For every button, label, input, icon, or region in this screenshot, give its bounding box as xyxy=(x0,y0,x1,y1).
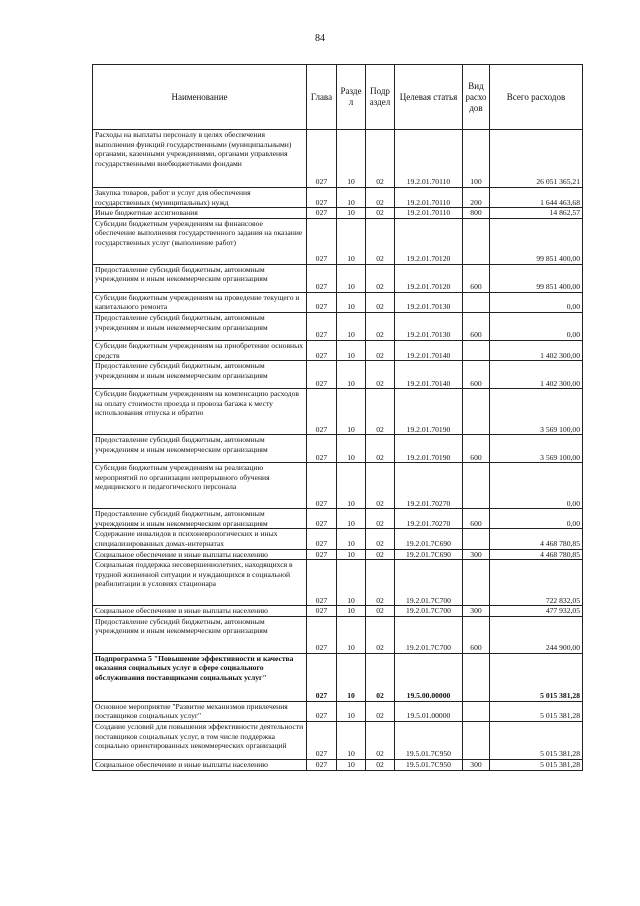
cell-razdel: 10 xyxy=(337,606,366,617)
table-row xyxy=(93,435,583,463)
cell-podrazdel: 02 xyxy=(366,208,395,219)
cell-razdel: 10 xyxy=(337,340,366,360)
header-total: Всего расходов xyxy=(490,65,583,130)
table-row xyxy=(93,340,583,360)
cell-name: Предоставление субсидий бюджетным, автономным учреждениям и иным некоммерческим организациям xyxy=(93,361,307,389)
cell-glava: 027 xyxy=(307,549,337,560)
cell-total: 1 402 300,00 xyxy=(490,340,583,360)
table-row xyxy=(93,606,583,617)
table-row xyxy=(93,312,583,340)
cell-total: 0,00 xyxy=(490,312,583,340)
cell-glava: 027 xyxy=(307,653,337,701)
header-razdel: Разде л xyxy=(337,65,366,130)
cell-total: 1 644 463,68 xyxy=(490,188,583,208)
table-header-row xyxy=(93,65,583,130)
cell-podrazdel: 02 xyxy=(366,188,395,208)
table-row xyxy=(93,721,583,759)
table-row xyxy=(93,509,583,529)
cell-target: 19.2.01.70110 xyxy=(395,188,463,208)
cell-vid: 100 xyxy=(463,130,490,188)
cell-name: Социальное обеспечение и иные выплаты населению xyxy=(93,549,307,560)
cell-total: 5 015 381,28 xyxy=(490,653,583,701)
cell-name: Субсидии бюджетным учреждениям на реализацию мероприятий по организации непрерывного обучения медицинского и педагогического персонала xyxy=(93,463,307,509)
cell-total: 26 051 365,21 xyxy=(490,130,583,188)
cell-vid: 600 xyxy=(463,264,490,292)
table-row xyxy=(93,130,583,188)
cell-target: 19.2.01.70120 xyxy=(395,218,463,264)
cell-glava: 027 xyxy=(307,721,337,759)
cell-glava: 027 xyxy=(307,340,337,360)
cell-podrazdel: 02 xyxy=(366,529,395,549)
cell-target: 19.2.01.70130 xyxy=(395,312,463,340)
cell-glava: 027 xyxy=(307,560,337,606)
cell-podrazdel: 02 xyxy=(366,130,395,188)
cell-glava: 027 xyxy=(307,616,337,653)
cell-vid: 200 xyxy=(463,188,490,208)
cell-total: 99 851 400,00 xyxy=(490,218,583,264)
cell-vid xyxy=(463,463,490,509)
cell-vid: 300 xyxy=(463,759,490,770)
cell-total: 0,00 xyxy=(490,509,583,529)
cell-podrazdel: 02 xyxy=(366,759,395,770)
cell-vid: 300 xyxy=(463,606,490,617)
cell-name: Расходы на выплаты персоналу в целях обеспечения выполнения функций государственными (муниципальными) органами, казенными учреждениями, органами управления государственными внебюджетными фондами xyxy=(93,130,307,188)
cell-total: 4 468 780,85 xyxy=(490,549,583,560)
cell-glava: 027 xyxy=(307,292,337,312)
cell-razdel: 10 xyxy=(337,529,366,549)
cell-target: 19.2.01.70270 xyxy=(395,463,463,509)
cell-vid xyxy=(463,340,490,360)
cell-glava: 027 xyxy=(307,264,337,292)
cell-name: Социальное обеспечение и иные выплаты населению xyxy=(93,606,307,617)
table-row xyxy=(93,292,583,312)
cell-razdel: 10 xyxy=(337,389,366,435)
cell-vid xyxy=(463,701,490,721)
cell-name: Создание условий для повышения эффективности деятельности поставщиков социальных услуг, в том числе поддержка социально ориентированных некоммерческих организаций xyxy=(93,721,307,759)
header-glava: Глава xyxy=(307,65,337,130)
cell-podrazdel: 02 xyxy=(366,435,395,463)
cell-target: 19.2.01.70130 xyxy=(395,292,463,312)
cell-razdel: 10 xyxy=(337,509,366,529)
cell-podrazdel: 02 xyxy=(366,509,395,529)
cell-target: 19.2.01.70190 xyxy=(395,389,463,435)
cell-target: 19.2.01.70110 xyxy=(395,130,463,188)
cell-total: 3 569 100,00 xyxy=(490,435,583,463)
cell-podrazdel: 02 xyxy=(366,560,395,606)
cell-razdel: 10 xyxy=(337,560,366,606)
cell-razdel: 10 xyxy=(337,218,366,264)
cell-podrazdel: 02 xyxy=(366,312,395,340)
cell-total: 5 015 381,28 xyxy=(490,759,583,770)
cell-vid: 600 xyxy=(463,435,490,463)
cell-name: Предоставление субсидий бюджетным, автономным учреждениям и иным некоммерческим организациям xyxy=(93,616,307,653)
cell-glava: 027 xyxy=(307,389,337,435)
cell-podrazdel: 02 xyxy=(366,701,395,721)
cell-total: 1 402 300,00 xyxy=(490,361,583,389)
cell-name: Социальная поддержка несовершеннолетних, находящихся в трудной жизненной ситуации и нуждающихся в социальной реабилитации в условиях стационара xyxy=(93,560,307,606)
cell-glava: 027 xyxy=(307,130,337,188)
table-row xyxy=(93,549,583,560)
cell-podrazdel: 02 xyxy=(366,218,395,264)
cell-podrazdel: 02 xyxy=(366,549,395,560)
cell-total: 244 900,00 xyxy=(490,616,583,653)
table-row xyxy=(93,653,583,701)
cell-podrazdel: 02 xyxy=(366,616,395,653)
cell-target: 19.2.01.70110 xyxy=(395,208,463,219)
table-row xyxy=(93,208,583,219)
cell-name: Субсидии бюджетным учреждениям на проведение текущего и капитального ремонта xyxy=(93,292,307,312)
header-name: Наименование xyxy=(93,65,307,130)
cell-target: 19.2.01.70140 xyxy=(395,361,463,389)
cell-razdel: 10 xyxy=(337,549,366,560)
cell-vid: 800 xyxy=(463,208,490,219)
cell-podrazdel: 02 xyxy=(366,264,395,292)
cell-target: 19.2.01.7C690 xyxy=(395,529,463,549)
cell-vid xyxy=(463,529,490,549)
table-row xyxy=(93,188,583,208)
cell-razdel: 10 xyxy=(337,292,366,312)
cell-name: Субсидии бюджетным учреждениям на компенсацию расходов на оплату стоимости проезда и провоза багажа к месту использования отпуска и обратно xyxy=(93,389,307,435)
cell-total: 4 468 780,85 xyxy=(490,529,583,549)
cell-razdel: 10 xyxy=(337,312,366,340)
cell-name: Закупка товаров, работ и услуг для обеспечения государственных (муниципальных) нужд xyxy=(93,188,307,208)
cell-podrazdel: 02 xyxy=(366,340,395,360)
cell-target: 19.2.01.7C690 xyxy=(395,549,463,560)
cell-target: 19.5.00.00000 xyxy=(395,653,463,701)
cell-glava: 027 xyxy=(307,701,337,721)
cell-razdel: 10 xyxy=(337,208,366,219)
cell-glava: 027 xyxy=(307,759,337,770)
cell-razdel: 10 xyxy=(337,188,366,208)
table-row xyxy=(93,361,583,389)
cell-razdel: 10 xyxy=(337,463,366,509)
cell-name: Иные бюджетные ассигнования xyxy=(93,208,307,219)
cell-name: Субсидии бюджетным учреждениям на приобретение основных средств xyxy=(93,340,307,360)
cell-glava: 027 xyxy=(307,435,337,463)
cell-total: 722 832,05 xyxy=(490,560,583,606)
cell-vid xyxy=(463,218,490,264)
page-number: 84 xyxy=(315,33,325,44)
cell-target: 19.2.01.70270 xyxy=(395,509,463,529)
table-row xyxy=(93,616,583,653)
cell-glava: 027 xyxy=(307,188,337,208)
table-row xyxy=(93,218,583,264)
cell-vid: 600 xyxy=(463,361,490,389)
cell-name: Предоставление субсидий бюджетным, автономным учреждениям и иным некоммерческим организациям xyxy=(93,264,307,292)
header-target: Целевая статья xyxy=(395,65,463,130)
cell-razdel: 10 xyxy=(337,130,366,188)
cell-podrazdel: 02 xyxy=(366,292,395,312)
cell-glava: 027 xyxy=(307,606,337,617)
table-row xyxy=(93,701,583,721)
cell-vid: 600 xyxy=(463,312,490,340)
cell-vid: 600 xyxy=(463,509,490,529)
cell-name: Подпрограмма 5 "Повышение эффективности и качества оказания социальных услуг в сфере социального обслуживания поставщиками социальных услуг" xyxy=(93,653,307,701)
cell-vid xyxy=(463,721,490,759)
cell-target: 19.5.01.00000 xyxy=(395,701,463,721)
cell-podrazdel: 02 xyxy=(366,606,395,617)
table-row xyxy=(93,529,583,549)
header-podrazdel: Подр аздел xyxy=(366,65,395,130)
cell-vid xyxy=(463,292,490,312)
cell-name: Социальное обеспечение и иные выплаты населению xyxy=(93,759,307,770)
cell-target: 19.5.01.7C950 xyxy=(395,759,463,770)
cell-glava: 027 xyxy=(307,361,337,389)
cell-glava: 027 xyxy=(307,208,337,219)
header-vid: Вид расхо дов xyxy=(463,65,490,130)
cell-name: Субсидии бюджетным учреждениям на финансовое обеспечение выполнения государственного задания на оказание государственных услуг (выполнение работ) xyxy=(93,218,307,264)
table-row xyxy=(93,264,583,292)
cell-razdel: 10 xyxy=(337,361,366,389)
cell-podrazdel: 02 xyxy=(366,721,395,759)
cell-total: 477 932,05 xyxy=(490,606,583,617)
table-row xyxy=(93,560,583,606)
cell-total: 0,00 xyxy=(490,292,583,312)
cell-podrazdel: 02 xyxy=(366,361,395,389)
cell-razdel: 10 xyxy=(337,759,366,770)
cell-razdel: 10 xyxy=(337,653,366,701)
cell-glava: 027 xyxy=(307,463,337,509)
table-row xyxy=(93,463,583,509)
cell-target: 19.2.01.7C700 xyxy=(395,606,463,617)
cell-podrazdel: 02 xyxy=(366,653,395,701)
cell-name: Предоставление субсидий бюджетным, автономным учреждениям и иным некоммерческим организациям xyxy=(93,435,307,463)
cell-glava: 027 xyxy=(307,509,337,529)
cell-glava: 027 xyxy=(307,529,337,549)
cell-podrazdel: 02 xyxy=(366,389,395,435)
cell-vid xyxy=(463,653,490,701)
cell-vid: 300 xyxy=(463,549,490,560)
cell-target: 19.2.01.70190 xyxy=(395,435,463,463)
cell-total: 3 569 100,00 xyxy=(490,389,583,435)
cell-name: Предоставление субсидий бюджетным, автономным учреждениям и иным некоммерческим организациям xyxy=(93,312,307,340)
table-row xyxy=(93,759,583,770)
table-row xyxy=(93,389,583,435)
cell-razdel: 10 xyxy=(337,701,366,721)
cell-target: 19.2.01.7C700 xyxy=(395,560,463,606)
cell-total: 0,00 xyxy=(490,463,583,509)
cell-razdel: 10 xyxy=(337,721,366,759)
cell-vid: 600 xyxy=(463,616,490,653)
cell-vid xyxy=(463,560,490,606)
cell-glava: 027 xyxy=(307,218,337,264)
cell-target: 19.2.01.70120 xyxy=(395,264,463,292)
cell-razdel: 10 xyxy=(337,616,366,653)
cell-podrazdel: 02 xyxy=(366,463,395,509)
cell-total: 5 015 381,28 xyxy=(490,701,583,721)
budget-table xyxy=(92,64,583,771)
cell-razdel: 10 xyxy=(337,435,366,463)
cell-name: Содержание инвалидов в психоневрологических и иных специализированных домах-интернатах xyxy=(93,529,307,549)
cell-target: 19.2.01.7C700 xyxy=(395,616,463,653)
cell-total: 99 851 400,00 xyxy=(490,264,583,292)
cell-vid xyxy=(463,389,490,435)
cell-name: Основное мероприятие "Развитие механизмов привлечения поставщиков социальных услуг" xyxy=(93,701,307,721)
cell-razdel: 10 xyxy=(337,264,366,292)
cell-target: 19.2.01.70140 xyxy=(395,340,463,360)
cell-total: 5 015 381,28 xyxy=(490,721,583,759)
cell-name: Предоставление субсидий бюджетным, автономным учреждениям и иным некоммерческим организациям xyxy=(93,509,307,529)
cell-total: 14 862,57 xyxy=(490,208,583,219)
cell-glava: 027 xyxy=(307,312,337,340)
cell-target: 19.5.01.7C950 xyxy=(395,721,463,759)
